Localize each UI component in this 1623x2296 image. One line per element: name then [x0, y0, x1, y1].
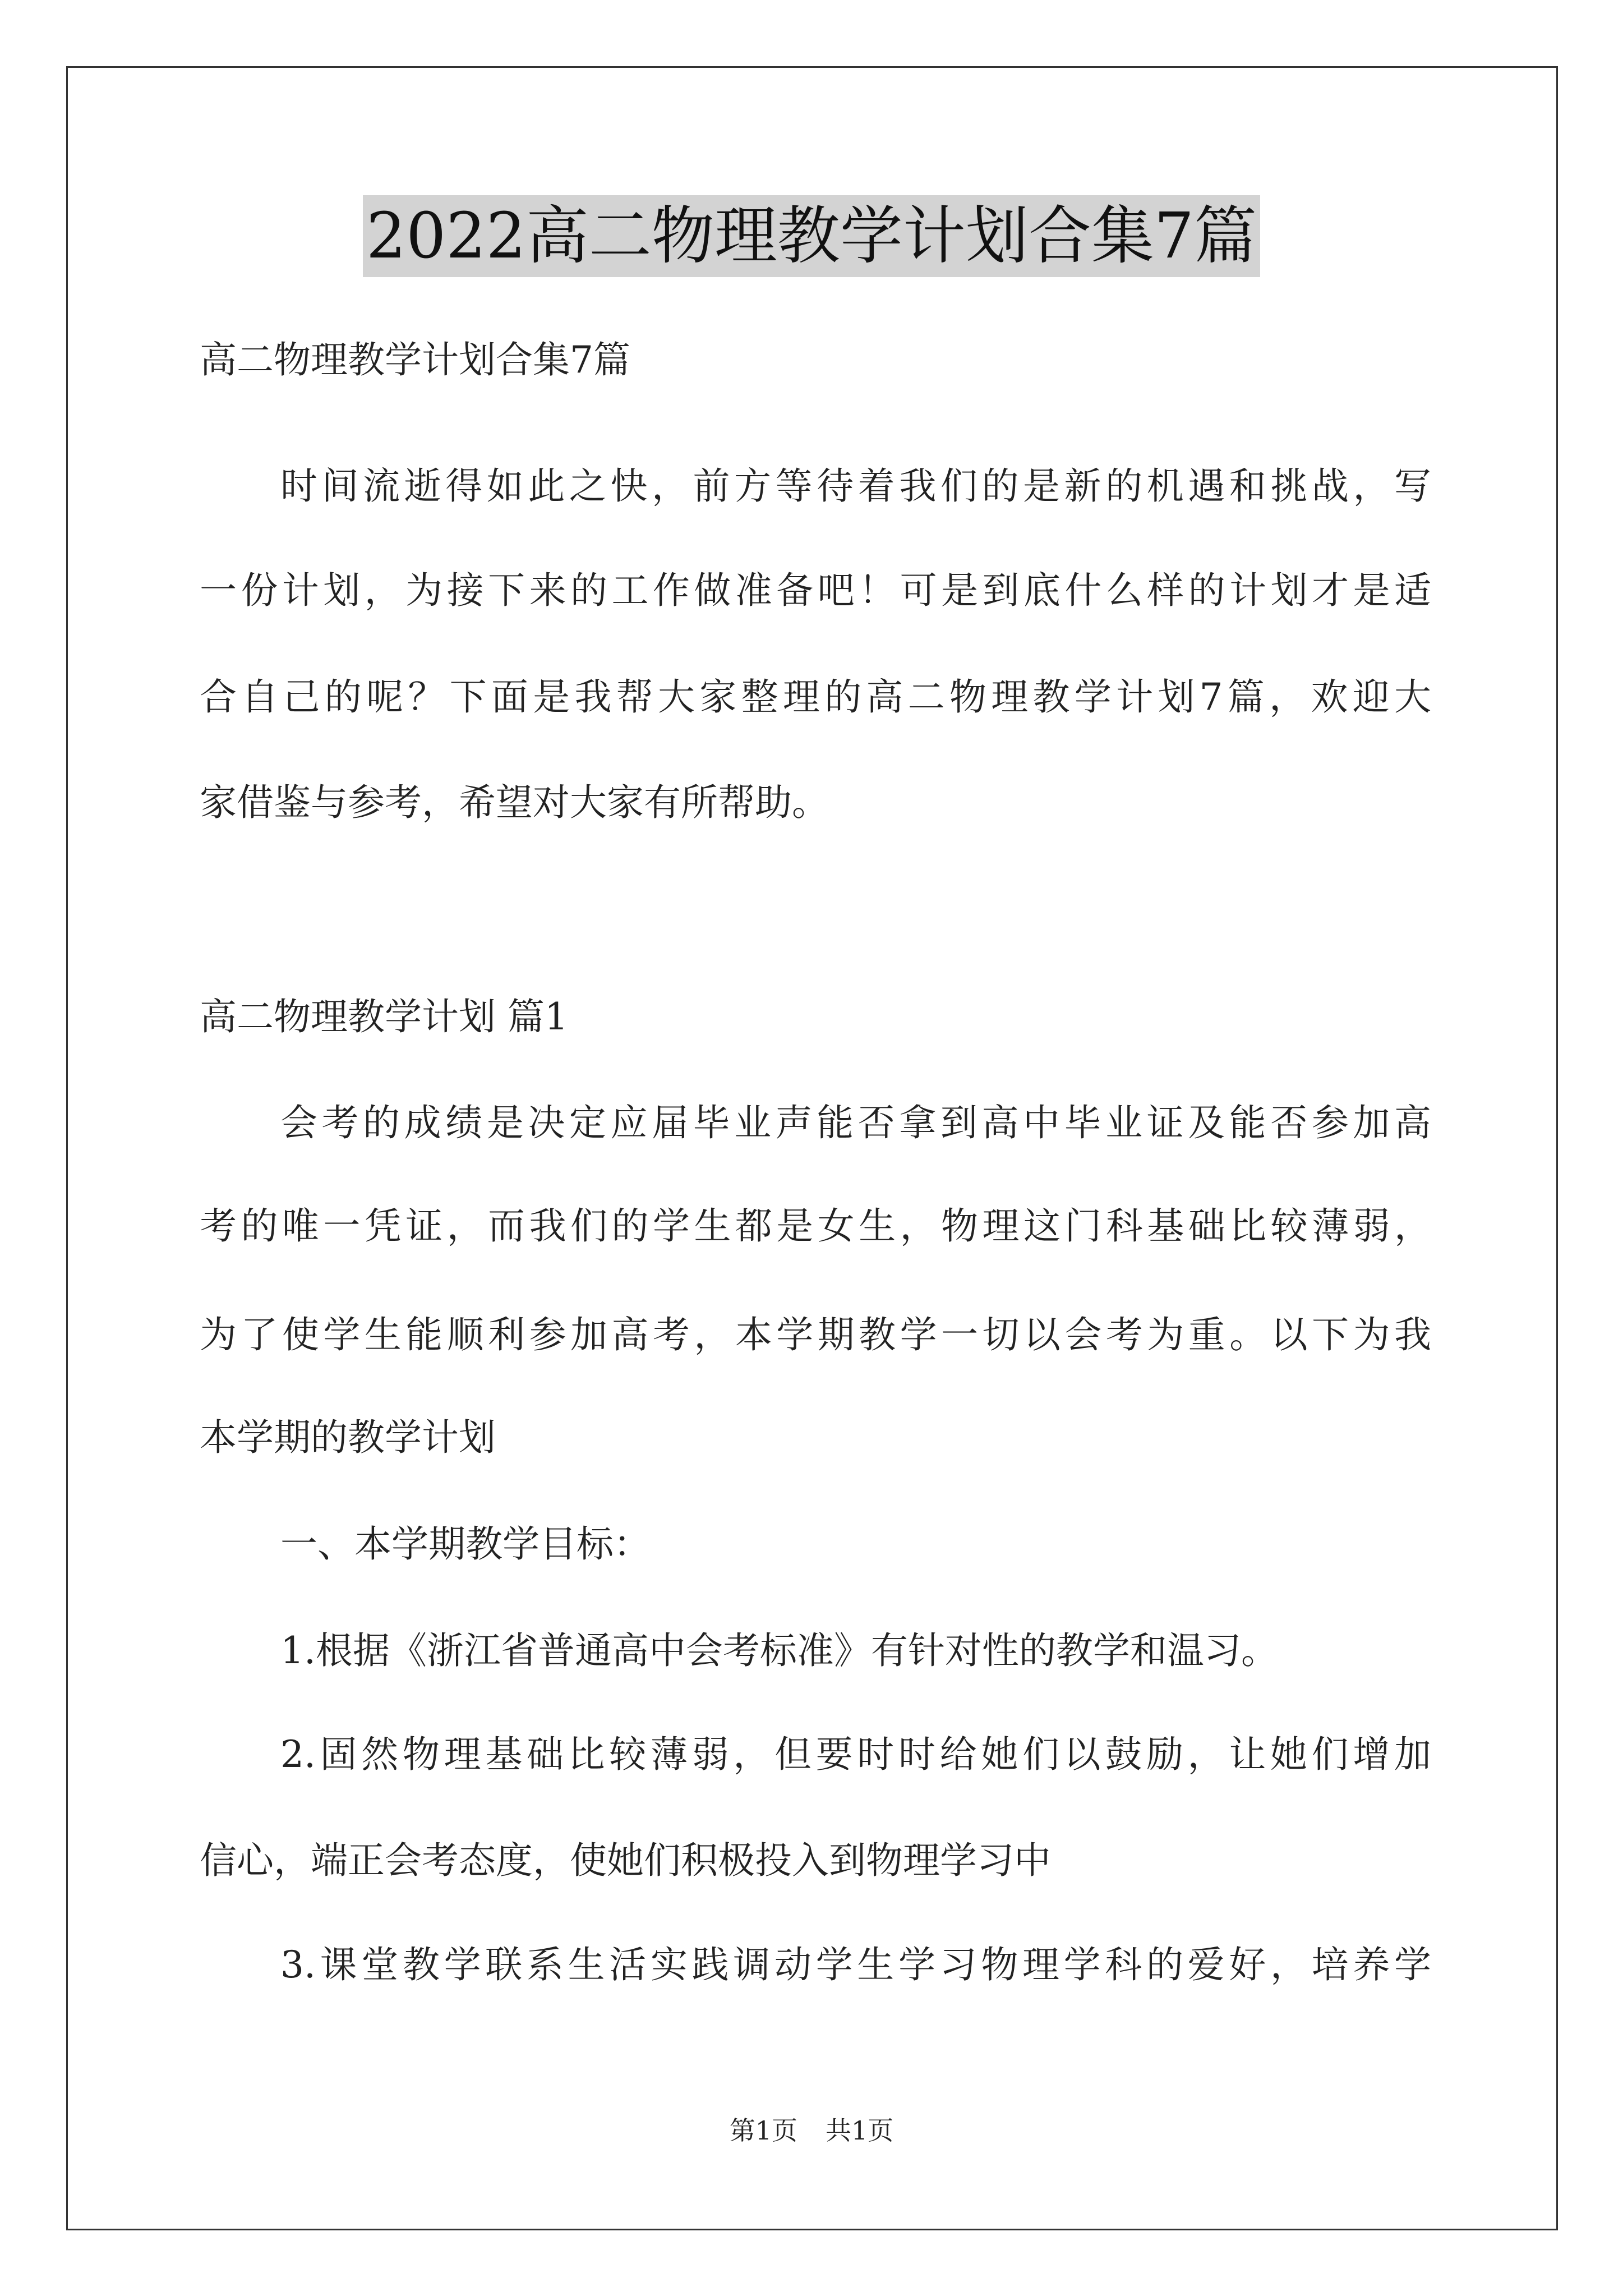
section-1-line-4: 本学期的教学计划	[200, 1416, 496, 1459]
page-border	[66, 66, 1558, 2230]
document-title	[0, 195, 1623, 277]
section-1-line-3: 为了使学生能顺利参加高考，本学期教学一切以会考为重。以下为我	[200, 1313, 1431, 1356]
intro-line-1: 时间流逝得如此之快，前方等待着我们的是新的机遇和挑战，写	[280, 464, 1431, 508]
document-subtitle: 高二物理教学计划合集7篇	[200, 338, 630, 381]
intro-line-3: 合自己的呢？下面是我帮大家整理的高二物理教学计划7篇，欢迎大	[200, 675, 1431, 719]
page-number-total: 共1页	[826, 2115, 894, 2146]
goal-2-line-2: 信心，端正会考态度，使她们积极投入到物理学习中	[200, 1839, 1051, 1882]
intro-line-4: 家借鉴与参考，希望对大家有所帮助。	[200, 781, 829, 824]
goal-1: 1.根据《浙江省普通高中会考标准》有针对性的教学和温习。	[280, 1629, 1278, 1672]
section-1-line-1: 会考的成绩是决定应届毕业声能否拿到高中毕业证及能否参加高	[280, 1101, 1431, 1144]
goal-2-line-1: 2.固然物理基础比较薄弱，但要时时给她们以鼓励，让她们增加	[280, 1733, 1431, 1776]
page-number-current: 第1页	[729, 2115, 797, 2146]
goal-3-line-1: 3.课堂教学联系生活实践调动学生学习物理学科的爱好，培养学	[280, 1943, 1431, 1986]
intro-line-2: 一份计划，为接下来的工作做准备吧！可是到底什么样的计划才是适	[200, 569, 1431, 612]
page-footer	[0, 2114, 1623, 2147]
section-1-heading: 高二物理教学计划 篇1	[200, 995, 568, 1038]
goals-heading: 一、本学期教学目标：	[280, 1522, 651, 1566]
section-1-line-2: 考的唯一凭证，而我们的学生都是女生，物理这门科基础比较薄弱，	[200, 1204, 1431, 1248]
document-title-text: 2022高二物理教学计划合集7篇	[363, 195, 1260, 277]
